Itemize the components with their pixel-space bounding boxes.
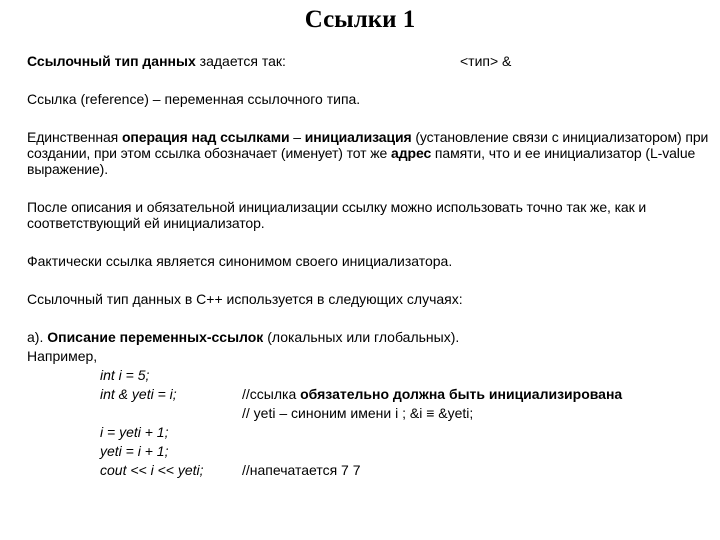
operation-text-4: памяти, что и ее инициализатор (L-value выражение). xyxy=(27,145,696,177)
operation-text-2: – xyxy=(289,129,305,145)
operation-text-1: Единственная xyxy=(27,129,122,145)
operation-bold-1: операция над ссылками xyxy=(121,129,290,145)
syntax-line xyxy=(27,53,286,69)
operation-text-3: (установление связи с инициализатором) при создании, при этом ссылка обозначает (именует) тот же xyxy=(27,129,709,161)
comment-line-1 xyxy=(242,386,622,402)
after-description-paragraph: После описания и обязательной инициализации ссылку можно использовать точно так же, как и соответствующий ей инициализатор. xyxy=(27,199,647,231)
comment-1-bold: обязательно должна быть инициализирована xyxy=(300,386,623,402)
example-label: Например, xyxy=(27,348,98,364)
usage-intro-line: Ссылочный тип данных в С++ используется в следующих случаях: xyxy=(27,291,463,307)
case-a-line xyxy=(27,329,459,345)
comment-line-3: //напечатается 7 7 xyxy=(242,462,361,478)
operation-bold-2: инициализация xyxy=(304,129,412,145)
definition-rest: (reference) – переменная ссылочного типа. xyxy=(76,91,361,107)
code-line-2: int & yeti = i; xyxy=(100,386,177,402)
comment-line-2: // yeti – синоним имени i ; &i ≡ &yeti; xyxy=(242,405,474,421)
code-line-5: cout << i << yeti; xyxy=(100,462,204,478)
syntax-form: <тип> & xyxy=(460,53,512,69)
synonym-line: Фактически ссылка является синонимом своего инициализатора. xyxy=(27,253,453,269)
comment-1-prefix: //ссылка xyxy=(242,386,301,402)
case-a-rest: (локальных или глобальных). xyxy=(263,329,460,345)
case-a-bold: Описание переменных-ссылок xyxy=(47,329,264,345)
code-line-3: i = yeti + 1; xyxy=(100,424,169,440)
case-a-prefix: а). xyxy=(27,329,48,345)
operation-bold-3: адрес xyxy=(391,145,432,161)
syntax-label-bold: Ссылочный тип данных xyxy=(27,53,196,69)
slide-title: Ссылки 1 xyxy=(304,6,416,33)
definition-line xyxy=(27,91,360,107)
operation-paragraph xyxy=(27,129,717,177)
code-line-4: yeti = i + 1; xyxy=(100,443,169,459)
code-line-1: int i = 5; xyxy=(100,367,150,383)
definition-term: Ссылка xyxy=(27,91,77,107)
syntax-label-rest: задается так: xyxy=(195,53,286,69)
